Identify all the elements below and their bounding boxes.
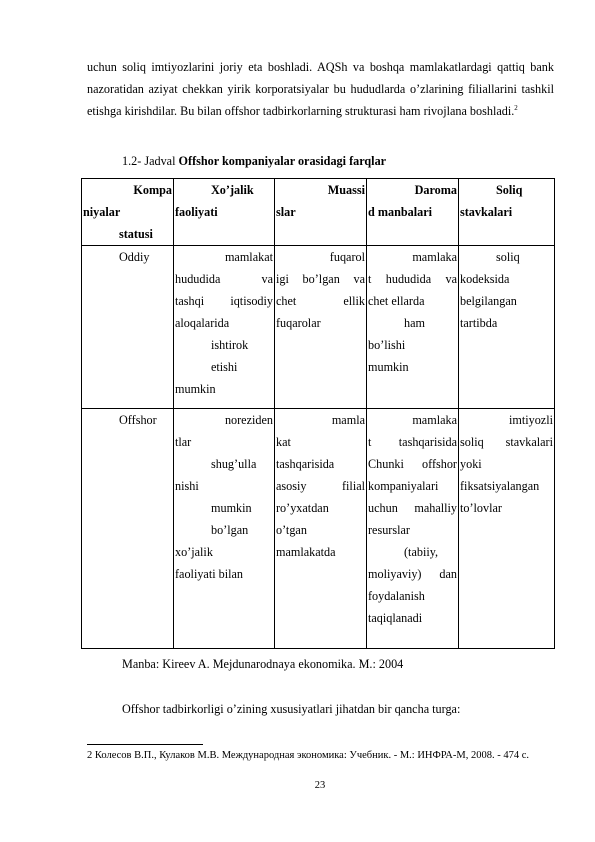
- cell-income: mamlaka t hududida va chet ellarda ham bo’lishi mumkin: [367, 246, 459, 409]
- page-number: 23: [314, 780, 326, 791]
- closing-line: Offshor tadbirkorligi o’zining xususiyatlari jihatdan bir qancha turga:: [122, 702, 461, 716]
- footnote-ref: 2: [514, 103, 518, 112]
- table-row: [82, 246, 555, 409]
- intro-text: uchun soliq imtiyozlarini joriy eta boshladi. AQSh va boshqa mamlakatlardagi qattiq bank nazoratidan aziyat chekkan yirik korporatsiyalar bu hududlarda o’zlarining filiallarini tashkil etishga kirishdilar. Bu bilan offshor tadbirkorlarning strukturasi ham rivojlana boshladi.: [87, 60, 554, 118]
- cell-activity: mamlakat hududida va tashqi iqtisodiy aloqalarida ishtirok etishi mumkin: [174, 246, 275, 409]
- cell-income: mamlaka t tashqarisida Chunki offshor kompaniyalari uchun mahalliy resurslar (tabiiy, moliyaviy) dan foydalanish taqiqlanadi: [367, 409, 459, 649]
- cell-status: Offshor: [82, 409, 174, 649]
- footnote-divider: [87, 744, 203, 745]
- cell-founders: fuqarol igi bo’lgan va chet ellik fuqarolar: [275, 246, 367, 409]
- table-row: [82, 409, 555, 649]
- table-header-row: [82, 179, 555, 246]
- table-caption-prefix: 1.2- Jadval: [122, 154, 179, 168]
- header-tax-rates: Soliq stavkalari: [459, 179, 555, 246]
- header-founders: Muassi slar: [275, 179, 367, 246]
- source-line: Manba: Kireev A. Mejdunarodnaya ekonomika. M.: 2004: [122, 657, 404, 671]
- cell-tax: imtiyozli soliq stavkalari yoki fiksatsiyalangan to’lovlar: [459, 409, 555, 649]
- header-income-sources: Daroma d manbalari: [367, 179, 459, 246]
- table-caption-title: Offshor kompaniyalar orasidagi farqlar: [178, 154, 387, 168]
- cell-founders: mamla kat tashqarisida asosiy filial ro’yxatdan o’tgan mamlakatda: [275, 409, 367, 649]
- cell-activity: noreziden tlar shug’ulla nishi mumkin bo’lgan xo’jalik faoliyati bilan: [174, 409, 275, 649]
- comparison-table: [81, 178, 555, 649]
- cell-status: Oddiy: [82, 246, 174, 409]
- header-economic-activity: Xo’jalik faoliyati: [174, 179, 275, 246]
- table-caption: [122, 150, 386, 172]
- footnote: 2 Колесов В.П., Кулаков М.В. Международная экономика: Учебник. - М.: ИНФРА-М, 2008. - 474 с.: [87, 750, 529, 761]
- cell-tax: soliq kodeksida belgilangan tartibda: [459, 246, 555, 409]
- intro-paragraph: [87, 56, 554, 122]
- header-company-status: Kompa niyalar statusi: [82, 179, 174, 246]
